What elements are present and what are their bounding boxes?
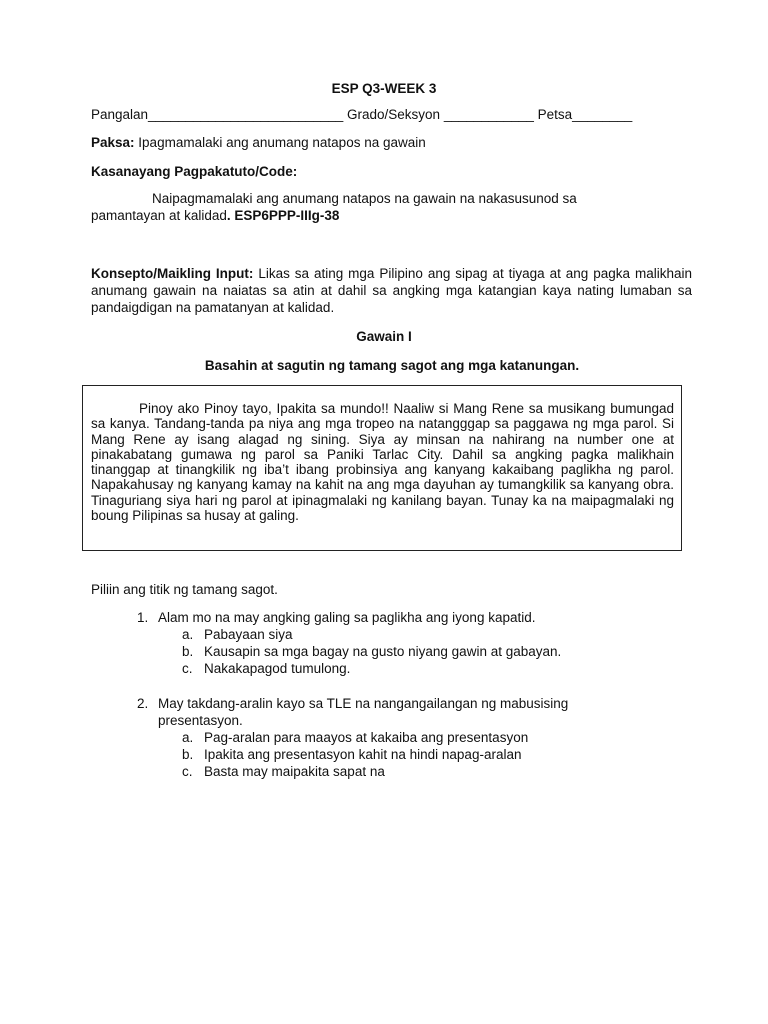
story-box [82, 385, 682, 551]
gawain-instruction: Basahin at sagutin ng tamang sagot ang mga katanungan. [204, 358, 580, 373]
kasanayan-paragraph [91, 190, 631, 224]
paksa-text: Ipagmamalaki ang anumang natapos na gawain [134, 135, 426, 150]
question-text: Alam mo na may angking galing sa paglikha ang iyong kapatid. [158, 610, 536, 625]
paksa-label: Paksa: [91, 135, 135, 150]
question-number: 1. [137, 610, 149, 625]
quiz-instruction: Piliin ang titik ng tamang sagot. [91, 582, 278, 597]
choice-letter: b. [182, 644, 194, 659]
story-text: Pinoy ako Pinoy tayo, Ipakita sa mundo!! Naaliw si Mang Rene sa musikang bumungad sa kanya. Tandang-tanda pa niya ang mga tropeo na natangggap sa paggawa ng mga parol. Si Mang Rene ay isang alagad ng sining. Siya ay minsan na nahirang na number one at pinakabatang gumawa ng parol sa Paniki Tarlac City. Dahil sa angking pagka malikhain tinanggap at tinangkilik ng iba’t ibang probinsiya ang kanyang kakaibang paglikha ng parol. Napakahusay ng kanyang kamay na kahit na ang mga dayuhan ay tumangkilik sa kanyang obra. Tinaguriang siya hari ng parol at ipinagmalaki ng kanilang bayan. Tunay ka na maipagmalaki ng boung Pilipinas sa husay at galing. [91, 401, 674, 524]
konsepto-text: Likas sa ating mga Pilipino ang sipag at tiyaga at ang pagka malikhain anumang gawain na naiatas sa atin at dahil sa angking mga katangian kaya nating lumaban sa pandaigdigan na pamatanyan at kalidad. [91, 266, 692, 315]
konsepto-label: Konsepto/Maikling Input: [91, 266, 254, 281]
question-number: 2. [137, 696, 149, 711]
paksa-line [91, 134, 691, 151]
choice-letter: a. [182, 730, 194, 745]
choice-letter: b. [182, 747, 194, 762]
gawain-title: Gawain I [356, 329, 412, 344]
choice-letter: c. [182, 764, 193, 779]
choice-letter: c. [182, 661, 193, 676]
choice-letter: a. [182, 627, 194, 642]
choice-text: Kausapin sa mga bagay na gusto niyang gawin at gabayan. [204, 644, 562, 659]
kasanayan-text: Naipagmamalaki ang anumang natapos na gawain na nakasusunod sa pamantayan at kalidad [91, 191, 577, 223]
choice-text: Pag-aralan para maayos at kakaiba ang presentasyon [204, 730, 529, 745]
kasanayan-code: ESP6PPP-IIIg-38 [230, 208, 340, 223]
choice-text: Pabayaan siya [204, 627, 293, 642]
choice-text: Nakakapagod tumulong. [204, 661, 351, 676]
student-info-fields: Pangalan__________________________ Grado/Seksyon ____________ Petsa________ [91, 107, 633, 122]
worksheet-title: ESP Q3-WEEK 3 [331, 81, 437, 96]
kasanayan-heading: Kasanayang Pagpakatuto/Code: [91, 164, 298, 179]
choice-text: Ipakita ang presentasyon kahit na hindi napag-aralan [204, 747, 522, 762]
question-text: May takdang-aralin kayo sa TLE na nangangailangan ng mabusising presentasyon. [158, 696, 569, 728]
kasanayan-period: . [226, 208, 231, 223]
choice-text: Basta may maipakita sapat na [204, 764, 385, 779]
konsepto-paragraph [91, 265, 692, 316]
